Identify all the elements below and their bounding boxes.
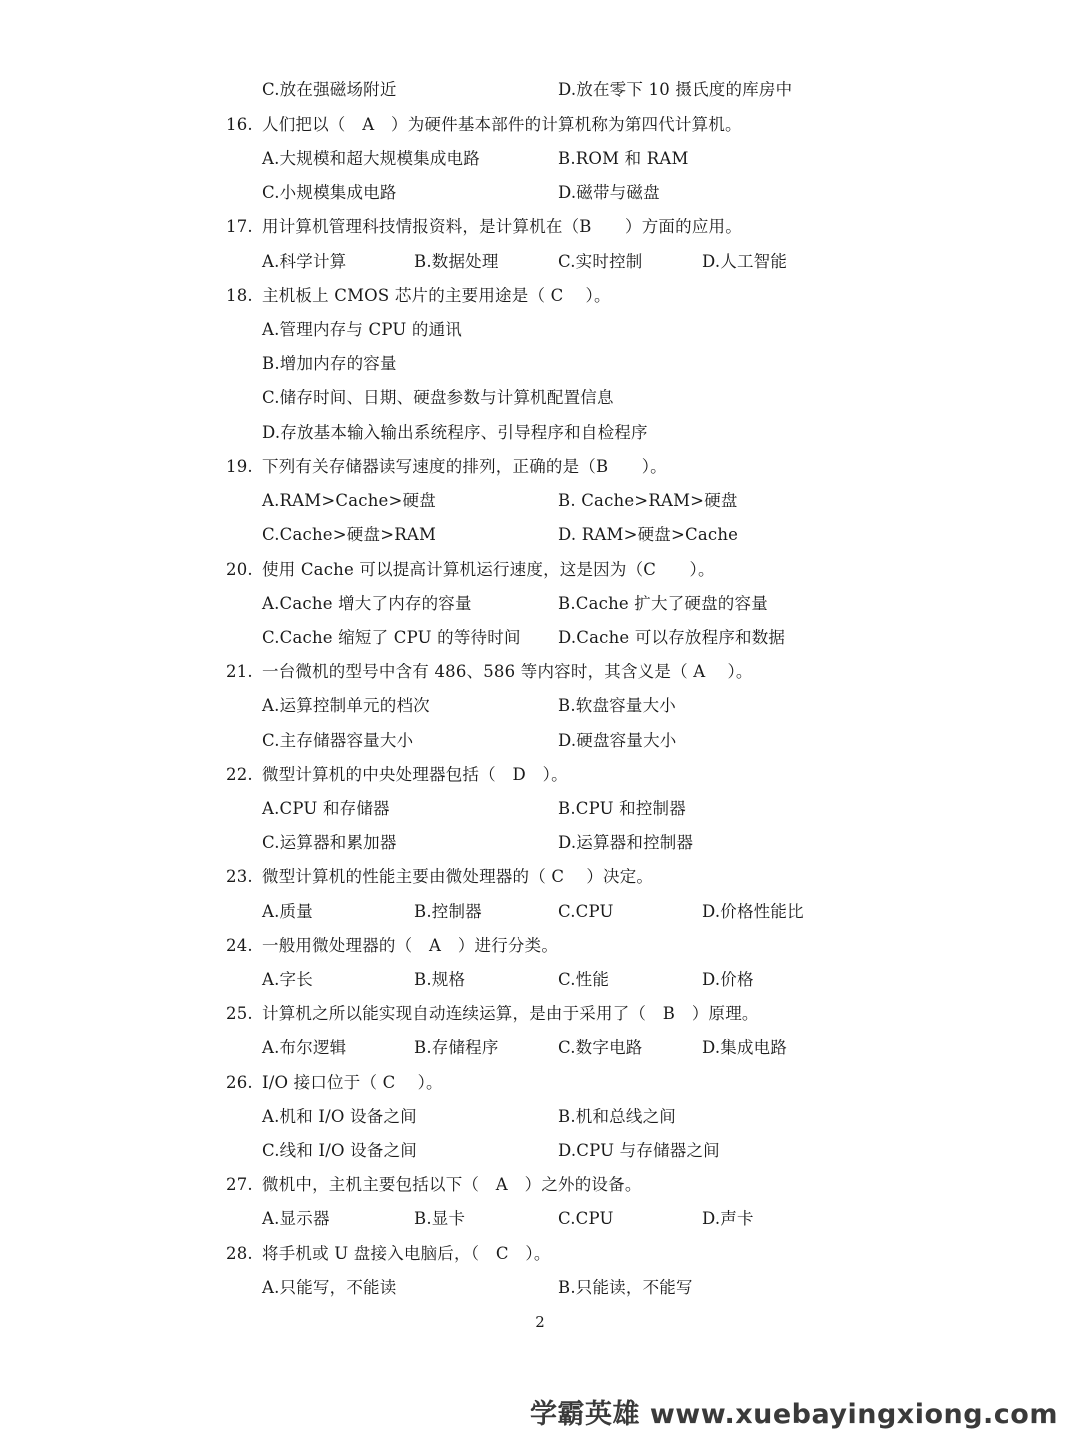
option: B.只能读，不能写 [558,1278,693,1297]
question-number: 21. [226,662,253,681]
question-text: 人们把以（ A ）为硬件基本部件的计算机称为第四代计算机。 [262,115,742,134]
page-number: 2 [535,1313,545,1331]
option: C.CPU [558,1209,614,1228]
option: D.Cache 可以存放程序和数据 [558,628,786,647]
option: A.大规模和超大规模集成电路 [262,149,480,168]
watermark: 学霸英雄 www.xuebayingxiong.com [529,1399,1058,1430]
option: B.增加内存的容量 [262,354,397,373]
option: B.Cache 扩大了硬盘的容量 [558,594,768,613]
option: B. Cache>RAM>硬盘 [558,491,738,510]
option: A.只能写，不能读 [262,1278,397,1297]
question-number: 19. [226,457,253,476]
question-text: 微型计算机的性能主要由微处理器的（ C ）决定。 [262,867,654,886]
option: A.显示器 [262,1209,330,1228]
option: D.集成电路 [702,1038,788,1057]
question-number: 18. [226,286,253,305]
question-number: 26. [226,1073,253,1092]
option: C.储存时间、日期、硬盘参数与计算机配置信息 [262,388,614,407]
question-number: 23. [226,867,253,886]
option: A.机和 I/O 设备之间 [262,1107,417,1126]
question-text: 微机中，主机主要包括以下（ A ）之外的设备。 [262,1175,642,1194]
option: A.质量 [262,902,313,921]
option: B.显卡 [414,1209,466,1228]
question-number: 27. [226,1175,253,1194]
question-text: 一般用微处理器的（ A ）进行分类。 [262,936,559,955]
option: B.CPU 和控制器 [558,799,686,818]
option: D.CPU 与存储器之间 [558,1141,720,1160]
option: A.布尔逻辑 [262,1038,347,1057]
question-text: 主机板上 CMOS 芯片的主要用途是（ C ）。 [262,286,611,305]
option: D.声卡 [702,1209,754,1228]
option: D.存放基本输入输出系统程序、引导程序和自检程序 [262,423,648,442]
option: B.存储程序 [414,1038,499,1057]
option: D.磁带与磁盘 [558,183,660,202]
option: C.放在强磁场附近 [262,80,397,99]
option: C.性能 [558,970,610,989]
option: D.放在零下 10 摄氏度的库房中 [558,80,793,99]
question-text: 将手机或 U 盘接入电脑后，（ C ）。 [262,1244,551,1263]
option: A.字长 [262,970,313,989]
question-text: 用计算机管理科技情报资料，是计算机在（B ）方面的应用。 [262,217,742,236]
question-text: 下列有关存储器读写速度的排列，正确的是（B ）。 [262,457,667,476]
option: C.CPU [558,902,614,921]
option: D.价格 [702,970,754,989]
question-text: 微型计算机的中央处理器包括（ D ）。 [262,765,568,784]
option: A.科学计算 [262,252,347,271]
question-text: 一台微机的型号中含有 486、586 等内容时，其含义是（ A ）。 [262,662,753,681]
option: D. RAM>硬盘>Cache [558,525,739,544]
option: C.线和 I/O 设备之间 [262,1141,417,1160]
question-text: 计算机之所以能实现自动连续运算，是由于采用了（ B ）原理。 [262,1004,759,1023]
option: C.实时控制 [558,252,643,271]
option: D.运算器和控制器 [558,833,694,852]
question-number: 17. [226,217,253,236]
option: B.ROM 和 RAM [558,149,689,168]
question-number: 24. [226,936,253,955]
option: A.运算控制单元的档次 [262,696,430,715]
question-number: 28. [226,1244,253,1263]
option: D.人工智能 [702,252,788,271]
option: C.运算器和累加器 [262,833,397,852]
option: D.价格性能比 [702,902,804,921]
question-text: I/O 接口位于（ C ）。 [262,1073,443,1092]
option: B.机和总线之间 [558,1107,676,1126]
question-number: 16. [226,115,253,134]
option: D.硬盘容量大小 [558,731,677,750]
question-number: 22. [226,765,253,784]
option: B.数据处理 [414,252,499,271]
option: C.Cache>硬盘>RAM [262,525,437,544]
option: B.软盘容量大小 [558,696,676,715]
option: C.小规模集成电路 [262,183,397,202]
option: C.数字电路 [558,1038,643,1057]
option: C.Cache 缩短了 CPU 的等待时间 [262,628,521,647]
option: A.管理内存与 CPU 的通讯 [262,320,462,339]
question-text: 使用 Cache 可以提高计算机运行速度，这是因为（C ）。 [262,560,715,579]
option: B.控制器 [414,902,482,921]
option: A.RAM>Cache>硬盘 [262,491,436,510]
question-number: 25. [226,1004,253,1023]
option: C.主存储器容量大小 [262,731,414,750]
option: B.规格 [414,970,466,989]
option: A.Cache 增大了内存的容量 [262,594,472,613]
option: A.CPU 和存储器 [262,799,390,818]
question-number: 20. [226,560,253,579]
